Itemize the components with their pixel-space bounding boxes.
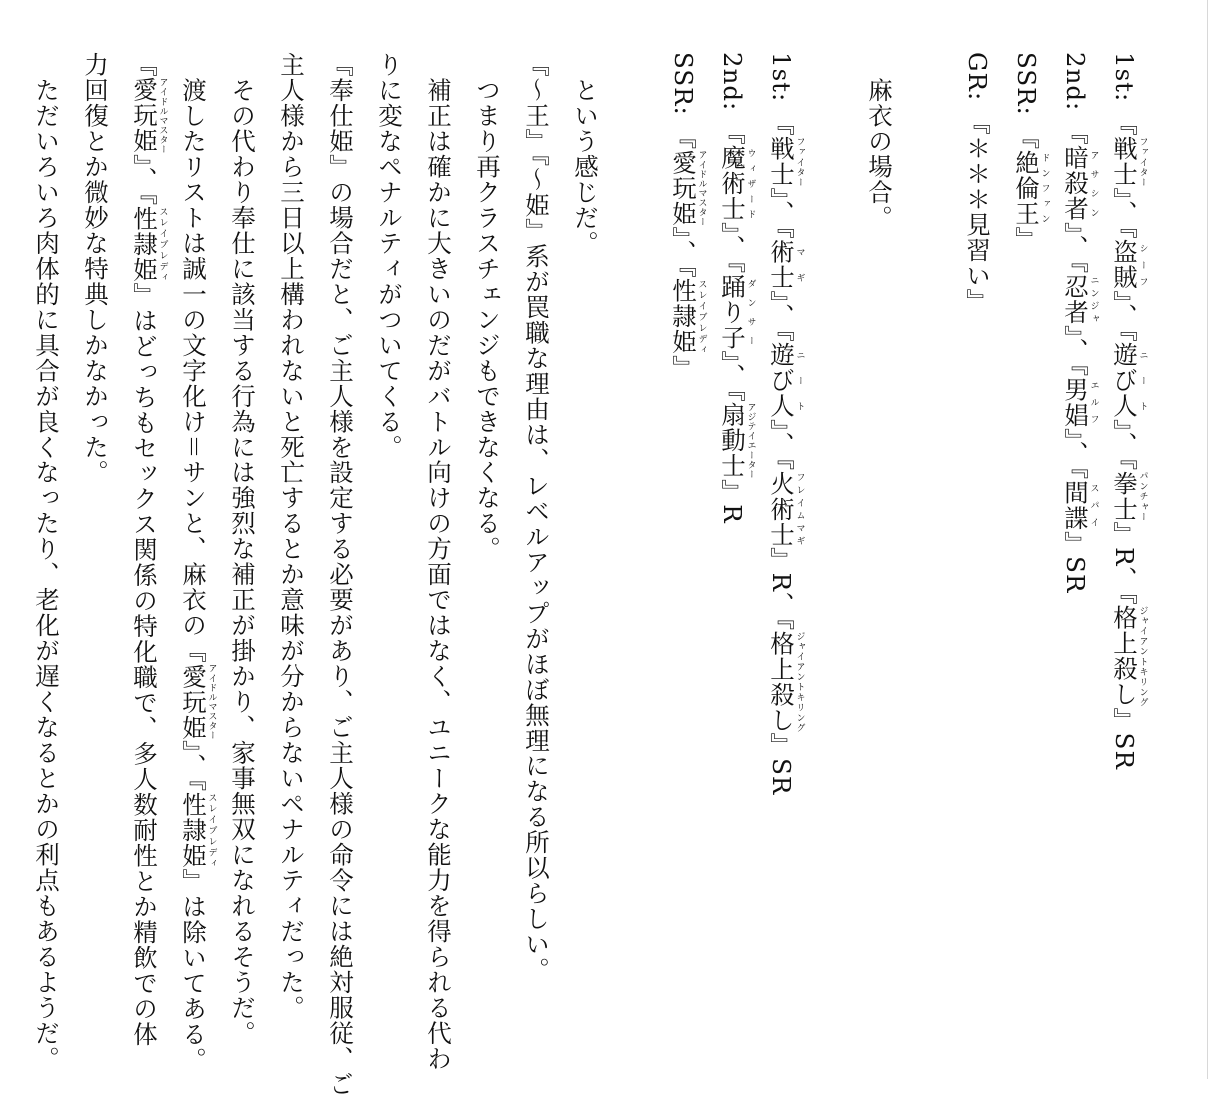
ruby-base: 火術士 [767, 470, 796, 548]
text-segment: 渡したリストは誠一の文字化け＝サンと、麻衣の『 [179, 52, 208, 664]
ruby-term [767, 630, 805, 733]
ruby-term [718, 273, 756, 351]
text-line [757, 52, 806, 1042]
text-segment: 1st: 『 [767, 52, 796, 137]
text-line [659, 52, 708, 1042]
ruby-term [1061, 376, 1099, 428]
ruby-term [130, 205, 168, 283]
ruby-base: 遊び人 [1110, 342, 1139, 419]
ruby-term [1110, 342, 1148, 419]
ruby-term [669, 278, 707, 355]
ruby-term [718, 402, 756, 479]
ruby-base: 術士 [767, 239, 796, 291]
text-segment: 』SR [767, 732, 796, 796]
ruby-base: 格上殺し [767, 630, 796, 733]
ruby-reading: スレイブレディ [696, 278, 707, 355]
text-segment: ただいろいろ肉体的に具合が良くなったり、老化が遅くなるとかの利点もあるようだ。 [32, 52, 61, 1072]
text-segment: 』R、『 [1110, 521, 1139, 606]
ruby-reading: スパイ [1088, 479, 1099, 531]
text-segment: 』、『 [130, 153, 159, 206]
text-segment: 』R、『 [767, 547, 796, 631]
blank-line [806, 52, 855, 1042]
ruby-base: 愛玩姫 [130, 77, 159, 154]
ruby-reading: エルフ [1088, 376, 1099, 428]
text-segment: 』はどっちもセックス関係の特化職で、多人数耐性とか精飲での体 [130, 282, 159, 1047]
text-segment: りに変なペナルティがついてくる。 [375, 52, 404, 460]
text-segment: 補正は確かに大きいのだがバトル向けの方面ではなく、ユニークな能力を得られる代わ [424, 52, 453, 1072]
ruby-term [179, 791, 217, 869]
ruby-base: 格上殺し [1110, 605, 1139, 708]
ruby-term [767, 136, 805, 188]
text-segment: 』、『 [1110, 418, 1139, 471]
text-segment: 』、『 [669, 226, 698, 279]
ruby-term [130, 77, 168, 154]
text-segment: 2nd: 『 [718, 52, 747, 146]
ruby-base: 拳士 [1110, 470, 1139, 522]
text-line [218, 52, 267, 1046]
ruby-term [1110, 470, 1148, 522]
text-segment: 』SR [1110, 707, 1139, 770]
text-segment: GR: 『＊＊＊見習い』 [963, 52, 992, 314]
ruby-base: 絶倫王 [1012, 150, 1041, 227]
text-segment: 』は除いてある。 [179, 868, 208, 1073]
ruby-reading: フレイムマギ [794, 470, 805, 548]
ruby-base: 戦士 [1110, 136, 1139, 188]
text-line [855, 52, 904, 1042]
text-segment: 『 [130, 52, 159, 78]
ruby-reading: アサシン [1088, 145, 1099, 222]
ruby-reading: アイドルマスター [157, 77, 168, 154]
ruby-base: 性隷姫 [179, 791, 208, 869]
ruby-reading: ジャイアントキリング [1137, 605, 1148, 708]
text-segment: 』 [669, 354, 698, 381]
text-segment: 』、『 [1110, 187, 1139, 240]
ruby-base: 扇動士 [718, 402, 747, 479]
ruby-reading: スレイブレディ [157, 205, 168, 283]
ruby-base: 戦士 [767, 136, 796, 188]
text-line [1051, 52, 1100, 1042]
text-segment: 『奉仕姫』の場合だと、ご主人様を設定する必要があり、ご主人様の命令には絶対服従、ご [326, 52, 355, 1097]
ruby-term [1061, 145, 1099, 222]
ruby-reading: ドンファン [1039, 150, 1050, 227]
ruby-base: 男娼 [1061, 376, 1090, 428]
ruby-reading: マギ [794, 239, 805, 291]
text-line [414, 52, 463, 1072]
ruby-base: 間諜 [1061, 479, 1090, 531]
text-segment: 』、『 [767, 290, 796, 343]
ruby-term [1110, 605, 1148, 708]
ruby-term [718, 145, 756, 222]
text-line [561, 52, 610, 1042]
text-line [71, 52, 120, 1042]
text-line [316, 52, 365, 1097]
ruby-term [669, 150, 707, 227]
text-segment: 』、『 [767, 418, 796, 471]
ruby-base: 魔術士 [718, 145, 747, 222]
text-segment: 』、『 [718, 350, 747, 403]
ruby-reading: アイドルマスター [696, 150, 707, 227]
blank-line [610, 52, 659, 1042]
text-segment: という感じだ。 [571, 52, 600, 256]
ruby-base: 遊び人 [767, 342, 796, 419]
text-segment: 』、『 [1061, 324, 1090, 377]
ruby-term [1012, 150, 1050, 227]
text-segment: 』SR [1061, 530, 1090, 594]
text-segment: 主人様から三日以上構われないと死亡するとか意味が分からないペナルティだった。 [277, 52, 306, 1021]
ruby-reading: スレイブレディ [206, 791, 217, 869]
ruby-term [767, 342, 805, 419]
text-line [365, 52, 414, 1042]
ruby-reading: ファイター [1137, 136, 1148, 188]
ruby-term [1061, 273, 1099, 325]
ruby-reading: ニート [794, 342, 805, 419]
ruby-term [767, 470, 805, 548]
ruby-base: 盗賊 [1110, 239, 1139, 291]
text-line [953, 52, 1002, 1042]
text-line [463, 52, 512, 1042]
ruby-base: 忍者 [1061, 273, 1090, 325]
text-segment: 力回復とか微妙な特典しかなかった。 [81, 52, 110, 486]
text-segment: 』R [718, 478, 747, 524]
blank-line [904, 52, 953, 1042]
text-line [267, 52, 316, 1042]
ruby-reading: ジャイアントキリング [794, 630, 805, 733]
ruby-base: 性隷姫 [130, 205, 159, 283]
ruby-term [179, 663, 217, 740]
ruby-term [1110, 239, 1148, 291]
text-segment: SSR: 『 [1012, 52, 1041, 151]
text-segment: 』、『 [179, 739, 208, 792]
text-segment: つまり再クラスチェンジもできなくなる。 [473, 52, 502, 562]
text-line [512, 52, 561, 1042]
ruby-reading: アイドルマスター [206, 663, 217, 740]
ruby-term [1061, 479, 1099, 531]
ruby-base: 愛玩姫 [179, 663, 208, 740]
ruby-reading: ニート [1137, 342, 1148, 419]
text-segment: SSR: 『 [669, 52, 698, 151]
text-segment: 』、『 [1110, 290, 1139, 343]
text-segment: 麻衣の場合。 [865, 52, 894, 231]
text-line [1100, 52, 1149, 1042]
ruby-base: 踊り子 [718, 273, 747, 351]
text-segment: 『～王』『～姫』系が罠職な理由は、レベルアップがほぼ無理になる所以らしい。 [522, 52, 551, 983]
text-line [1002, 52, 1051, 1042]
text-segment: 』、『 [1061, 427, 1090, 480]
text-segment: 1st: 『 [1110, 52, 1139, 137]
ruby-reading: ニンジャ [1088, 273, 1099, 325]
text-line [708, 52, 757, 1042]
ruby-reading: パンチャー [1137, 470, 1148, 522]
ruby-base: 愛玩姫 [669, 150, 698, 227]
text-line [120, 52, 169, 1047]
ruby-base: 性隷姫 [669, 278, 698, 355]
text-segment: 2nd: 『 [1061, 52, 1090, 146]
ruby-term [767, 239, 805, 291]
ruby-reading: シーフ [1137, 239, 1148, 291]
text-line [22, 52, 71, 1072]
text-segment: 』、『 [1061, 221, 1090, 274]
ruby-term [1110, 136, 1148, 188]
vertical-text-body [22, 52, 1149, 1097]
text-segment: その代わり奉仕に該当する行為には強烈な補正が掛かり、家事無双になれるそうだ。 [228, 52, 257, 1046]
text-segment: 』、『 [767, 187, 796, 240]
ruby-base: 暗殺者 [1061, 145, 1090, 222]
ruby-reading: ダンサー [745, 273, 756, 351]
text-line [169, 52, 218, 1073]
ruby-reading: ファイター [794, 136, 805, 188]
text-segment: 』、『 [718, 221, 747, 274]
ruby-reading: アジテイエーター [745, 402, 756, 479]
text-segment: 』 [1012, 226, 1041, 252]
ruby-reading: ウィザード [745, 145, 756, 222]
